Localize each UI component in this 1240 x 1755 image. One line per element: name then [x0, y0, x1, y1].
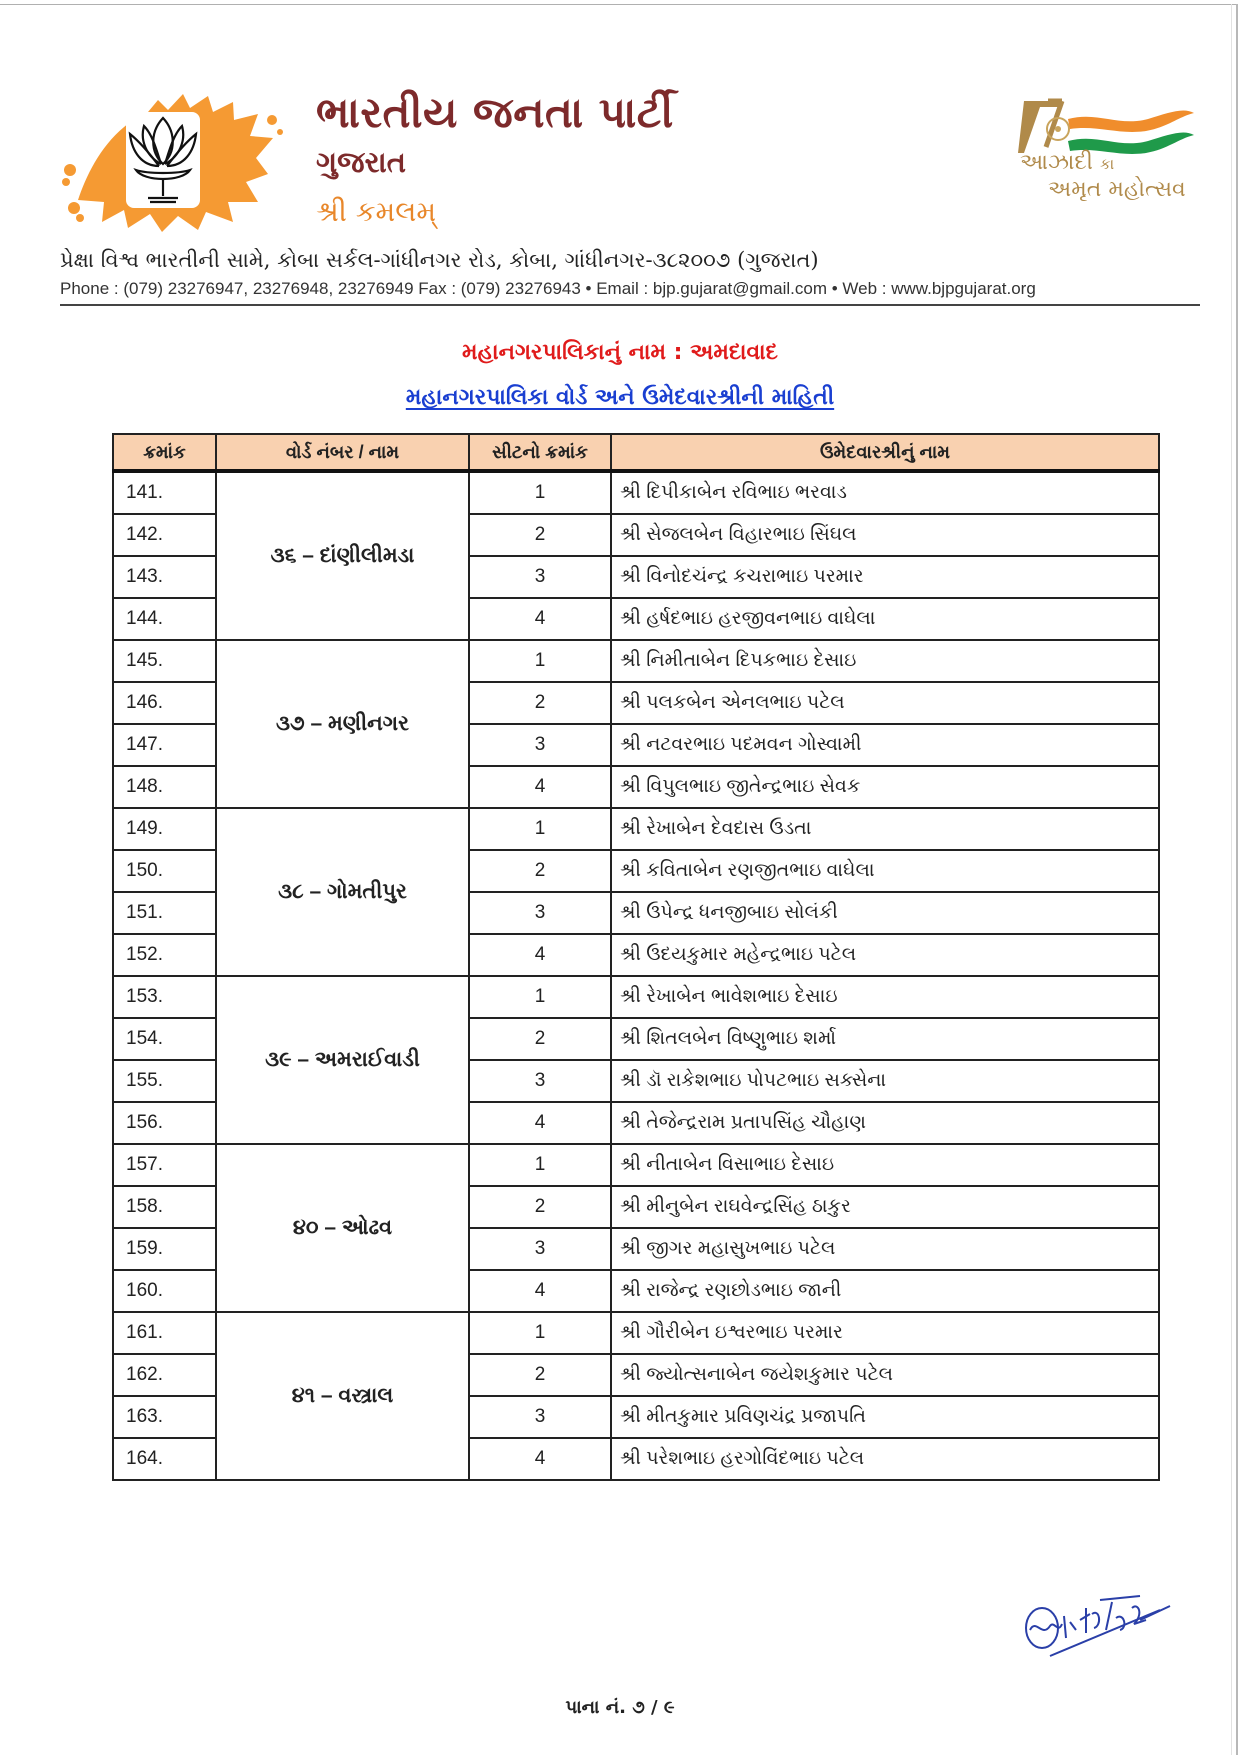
table-row — [113, 1144, 1159, 1186]
serial-number: 163. — [113, 1396, 216, 1438]
candidate-name: શ્રી રેખાબેન ભાવેશભાઇ દેસાઇ — [611, 976, 1159, 1018]
serial-number: 154. — [113, 1018, 216, 1060]
page-number: પાના નં. ૭ / ૯ — [565, 1697, 675, 1718]
table-row — [113, 471, 1159, 514]
header-candidate: ઉમેદવારશ્રીનું નામ — [611, 434, 1159, 471]
serial-number: 153. — [113, 976, 216, 1018]
serial-number: 157. — [113, 1144, 216, 1186]
seat-number: 1 — [469, 1312, 611, 1354]
serial-number: 147. — [113, 724, 216, 766]
candidate-name: શ્રી દિપીકાબેન રવિભાઇ ભરવાડ — [611, 471, 1159, 514]
seat-number: 4 — [469, 1438, 611, 1480]
candidate-name: શ્રી નીતાબેન વિસાભાઇ દેસાઇ — [611, 1144, 1159, 1186]
page-frame-inner-right — [1231, 4, 1232, 1755]
ward-name: ૩૬ – દાંણીલીમડા — [216, 471, 469, 640]
page-frame-top — [0, 4, 1236, 5]
serial-number: 145. — [113, 640, 216, 682]
serial-number: 155. — [113, 1060, 216, 1102]
emblem-line2: અમૃત મહોત્સવ — [1048, 177, 1186, 202]
seat-number: 3 — [469, 556, 611, 598]
candidate-name: શ્રી મીતકુમાર પ્રવિણચંદ્ર પ્રજાપતિ — [611, 1396, 1159, 1438]
seat-number: 1 — [469, 808, 611, 850]
lotus-logo-icon — [58, 90, 283, 235]
state-name: ગુજરાત — [316, 145, 406, 179]
ward-name: ૩૯ – અમરાઈવાડી — [216, 976, 469, 1144]
emblem-line1-small: કા — [1099, 155, 1115, 173]
serial-number: 149. — [113, 808, 216, 850]
serial-number: 150. — [113, 850, 216, 892]
candidate-name: શ્રી ગૌરીબેન ઇશ્વરભાઇ પરમાર — [611, 1312, 1159, 1354]
candidate-name: શ્રી વિપુલભાઇ જીતેન્દ્રભાઇ સેવક — [611, 766, 1159, 808]
serial-number: 160. — [113, 1270, 216, 1312]
header-seat: સીટનો ક્રમાંક — [469, 434, 611, 471]
candidate-name: શ્રી ઉપેન્દ્ર ધનજીબાઇ સોલંકી — [611, 892, 1159, 934]
table-row — [113, 640, 1159, 682]
serial-number: 148. — [113, 766, 216, 808]
candidate-table — [112, 433, 1160, 1481]
serial-number: 158. — [113, 1186, 216, 1228]
seat-number: 1 — [469, 1144, 611, 1186]
seat-number: 4 — [469, 934, 611, 976]
table-row — [113, 808, 1159, 850]
seat-number: 1 — [469, 976, 611, 1018]
serial-number: 159. — [113, 1228, 216, 1270]
ward-name: ૪૧ – વસ્ત્રાલ — [216, 1312, 469, 1480]
seat-number: 3 — [469, 1396, 611, 1438]
candidate-name: શ્રી જીગર મહાસુખભાઇ પટેલ — [611, 1228, 1159, 1270]
ward-name: ૪૦ – ઓઢવ — [216, 1144, 469, 1312]
serial-number: 144. — [113, 598, 216, 640]
contact-info: Phone : (079) 23276947, 23276948, 23276949 Fax : (079) 23276943 • Email : bjp.gujarat@gmail.com • Web : www.bjpgujarat.org — [60, 279, 1036, 298]
seat-number: 2 — [469, 682, 611, 724]
seat-number: 1 — [469, 471, 611, 514]
candidate-name: શ્રી કવિતાબેન રણજીતભાઇ વાઘેલા — [611, 850, 1159, 892]
candidate-name: શ્રી હર્ષદભાઇ હરજીવનભાઇ વાઘેલા — [611, 598, 1159, 640]
candidate-name: શ્રી નિમીતાબેન દિપકભાઇ દેસાઇ — [611, 640, 1159, 682]
candidate-name: શ્રી જ્યોત્સનાબેન જયેશકુમાર પટેલ — [611, 1354, 1159, 1396]
serial-number: 152. — [113, 934, 216, 976]
emblem-line1-text: આઝાદી — [1020, 150, 1093, 175]
ward-name: ૩૮ – ગોમતીપુર — [216, 808, 469, 976]
candidate-name: શ્રી વિનોદચંન્દ્ર કચરાભાઇ પરમાર — [611, 556, 1159, 598]
candidate-name: શ્રી પરેશભાઇ હરગોવિંદભાઇ પટેલ — [611, 1438, 1159, 1480]
serial-number: 146. — [113, 682, 216, 724]
office-address: પ્રેક્ષા વિશ્વ ભારતીની સામે, કોબા સર્કલ-ગાંધીનગર રોડ, કોબા, ગાંધીનગર-૩૮૨૦૦૭ (ગુજરાત) — [60, 248, 819, 272]
header-divider — [60, 304, 1200, 306]
corporation-name: મહાનગરપાલિકાનું નામ : અમદાવાદ — [462, 340, 778, 365]
candidate-name: શ્રી પલકબેન એનલભાઇ પટેલ — [611, 682, 1159, 724]
seat-number: 2 — [469, 514, 611, 556]
candidate-name: શ્રી મીનુબેન રાઘવેન્દ્રસિંહ ઠાકુર — [611, 1186, 1159, 1228]
signature-icon — [1020, 1578, 1185, 1663]
seat-number: 3 — [469, 1060, 611, 1102]
serial-number: 156. — [113, 1102, 216, 1144]
table-header-row — [113, 434, 1159, 471]
serial-number: 151. — [113, 892, 216, 934]
page-frame-right — [1236, 4, 1238, 1755]
header-serial: ક્રમાંક — [113, 434, 216, 471]
seat-number: 2 — [469, 1354, 611, 1396]
seat-number: 4 — [469, 598, 611, 640]
table-row — [113, 976, 1159, 1018]
emblem-line1 — [1020, 150, 1114, 175]
serial-number: 141. — [113, 471, 216, 514]
ward-name: ૩૭ – મણીનગર — [216, 640, 469, 808]
serial-number: 143. — [113, 556, 216, 598]
seat-number: 4 — [469, 1270, 611, 1312]
candidate-name: શ્રી તેજેન્દ્રરામ પ્રતાપસિંહ ચૌહાણ — [611, 1102, 1159, 1144]
seat-number: 3 — [469, 1228, 611, 1270]
serial-number: 162. — [113, 1354, 216, 1396]
info-title-text: મહાનગરપાલિકા વોર્ડ અને ઉમેદવારશ્રીની માહિતી — [405, 385, 835, 410]
candidate-name: શ્રી નટવરભાઇ પદમવન ગોસ્વામી — [611, 724, 1159, 766]
serial-number: 142. — [113, 514, 216, 556]
org-name: ભારતીય જનતા પાર્ટી — [316, 88, 674, 137]
candidate-name: શ્રી ઉદયકુમાર મહેન્દ્રભાઇ પટેલ — [611, 934, 1159, 976]
candidate-name: શ્રી શિતલબેન વિષ્ણુભાઇ શર્મા — [611, 1018, 1159, 1060]
seat-number: 4 — [469, 766, 611, 808]
candidate-name: શ્રી રેખાબેન દેવદાસ ઉડતા — [611, 808, 1159, 850]
seat-number: 1 — [469, 640, 611, 682]
table-body — [113, 471, 1159, 1480]
candidate-name: શ્રી ડૉ રાકેશભાઇ પોપટભાઇ સક્સેના — [611, 1060, 1159, 1102]
info-title — [0, 385, 1240, 410]
candidate-name: શ્રી સેજલબેન વિહારભાઇ સિંઘલ — [611, 514, 1159, 556]
office-name: શ્રી કમલમ્ — [316, 195, 437, 228]
candidate-name: શ્રી રાજેન્દ્ર રણછોડભાઇ જાની — [611, 1270, 1159, 1312]
seat-number: 3 — [469, 724, 611, 766]
table-row — [113, 1312, 1159, 1354]
seat-number: 2 — [469, 1018, 611, 1060]
header-ward: વોર્ડ નંબર / નામ — [216, 434, 469, 471]
serial-number: 164. — [113, 1438, 216, 1480]
serial-number: 161. — [113, 1312, 216, 1354]
seat-number: 2 — [469, 850, 611, 892]
seat-number: 3 — [469, 892, 611, 934]
seat-number: 2 — [469, 1186, 611, 1228]
seat-number: 4 — [469, 1102, 611, 1144]
